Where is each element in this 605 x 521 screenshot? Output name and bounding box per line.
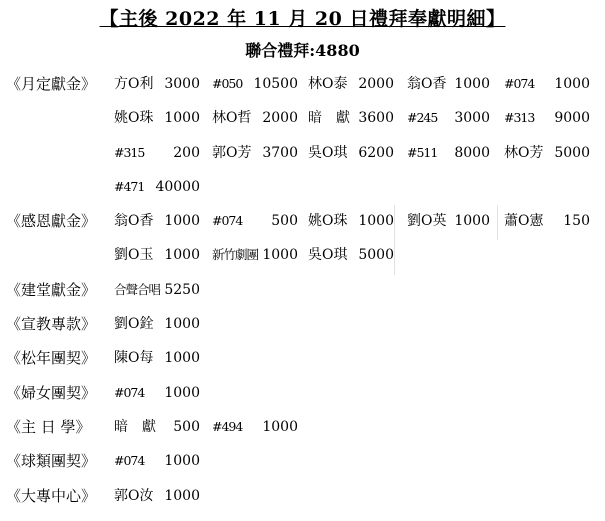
donation-amount: 5250 [164, 281, 200, 298]
donation-amount: 200 [173, 144, 200, 161]
donation-amount: 1000 [554, 76, 590, 92]
donation-row [0, 450, 605, 484]
donor-name: 蕭O憲 [504, 213, 544, 230]
donor-name: #471 [114, 178, 145, 194]
section-label: 《主 日 學》 [6, 418, 91, 436]
donor-name: 劉O英 [407, 213, 447, 230]
donation-amount: 1000 [164, 213, 200, 230]
donation-amount: 3700 [262, 144, 298, 161]
donation-row [0, 279, 605, 313]
donor-name: #315 [114, 144, 145, 160]
donation-amount: 1000 [262, 419, 298, 435]
donation-row [0, 416, 605, 450]
section-label: 《宣教專款》 [6, 315, 97, 334]
donation-amount: 1000 [358, 213, 394, 230]
donation-row [0, 210, 605, 244]
donor-name: 暗 獻 [308, 110, 350, 127]
donation-row [0, 382, 605, 416]
donor-name: 吳O琪 [308, 247, 348, 264]
donation-amount: 500 [173, 419, 200, 435]
donor-name: 劉O銓 [114, 316, 154, 333]
donation-amount: 8000 [454, 144, 490, 161]
donor-name: #074 [504, 76, 535, 91]
page-title: 【主後 2022 年 11 月 20 日禮拜奉獻明細】 [99, 8, 506, 30]
section-label: 《月定獻金》 [6, 75, 97, 93]
donation-row [0, 142, 605, 176]
donor-name: #494 [212, 419, 243, 434]
section-label: 《球類團契》 [6, 452, 97, 471]
donation-row [0, 313, 605, 347]
donor-name: 合聲合唱 [114, 281, 161, 297]
donation-amount: 150 [563, 213, 590, 230]
donation-amount: 3000 [164, 76, 200, 92]
donation-amount: 2000 [358, 76, 394, 92]
donor-name: 林O芳 [504, 144, 544, 161]
donor-name: 陳O每 [114, 350, 154, 367]
donation-amount: 2000 [262, 110, 298, 127]
section-label: 《婦女團契》 [6, 383, 97, 402]
donation-amount: 1000 [164, 384, 200, 401]
donation-row [0, 244, 605, 278]
donor-name: 翁O香 [407, 76, 447, 92]
donation-amount: 1000 [454, 213, 490, 230]
donor-name: 劉O玉 [114, 247, 154, 264]
donation-amount: 3600 [358, 110, 394, 127]
donor-name: 姚O珠 [114, 110, 154, 127]
donation-amount: 1000 [164, 350, 200, 367]
donation-row [0, 176, 605, 210]
donor-name: 暗 獻 [114, 419, 156, 435]
section-label: 《大專中心》 [6, 486, 97, 505]
section-label: 《建堂獻金》 [6, 280, 97, 299]
joint-worship-total: 聯合禮拜:4880 [245, 41, 360, 60]
donor-name: 新竹劇團 [212, 247, 259, 263]
donor-name: #050 [212, 76, 243, 91]
donation-amount: 1000 [454, 76, 490, 92]
donation-amount: 6200 [358, 144, 394, 161]
donor-name: 郭O汝 [114, 487, 154, 504]
donor-name: #245 [407, 110, 438, 126]
donation-amount: 3000 [454, 110, 490, 127]
donor-name: 翁O香 [114, 213, 154, 230]
donor-name: #313 [504, 110, 535, 126]
section-label: 《感恩獻金》 [6, 212, 97, 231]
column-divider [497, 205, 498, 240]
donation-amount: 10500 [253, 76, 298, 92]
donation-amount: 5000 [554, 144, 590, 161]
donation-amount: 1000 [164, 487, 200, 504]
section-label: 《松年團契》 [6, 349, 97, 368]
donor-name: 郭O芳 [212, 144, 252, 161]
donation-row [0, 73, 605, 107]
donation-row [0, 347, 605, 381]
donation-amount: 1000 [262, 247, 298, 264]
donor-name: #074 [114, 384, 145, 400]
donor-name: 方O利 [114, 76, 154, 92]
donor-name: #074 [114, 453, 145, 469]
donor-name: 林O哲 [212, 110, 252, 127]
donation-amount: 500 [271, 213, 298, 230]
donation-amount: 1000 [164, 110, 200, 127]
donor-name: 林O泰 [308, 76, 348, 92]
column-divider [394, 205, 395, 275]
donor-name: 姚O珠 [308, 213, 348, 230]
donation-amount: 1000 [164, 247, 200, 264]
donor-name: 吳O琪 [308, 144, 348, 161]
donation-amount: 9000 [554, 110, 590, 127]
donation-amount: 1000 [164, 453, 200, 470]
donation-row [0, 485, 605, 519]
donation-amount: 5000 [358, 247, 394, 264]
donor-name: #074 [212, 213, 243, 229]
donation-amount: 1000 [164, 316, 200, 333]
donation-row [0, 107, 605, 141]
donation-amount: 40000 [155, 178, 200, 195]
donor-name: #511 [407, 144, 438, 160]
